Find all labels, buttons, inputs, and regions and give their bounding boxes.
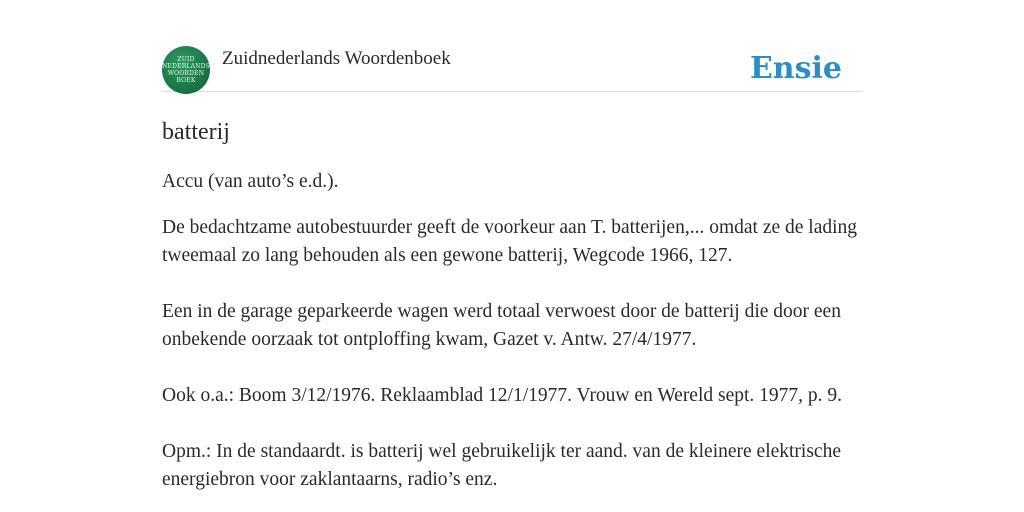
entry-card [162, 45, 862, 494]
citation-paragraph: De bedachtzame autobestuurder geeft de voorkeur aan T. batterijen,... omdat ze de lading tweemaal zo lang behouden als een gewone batterij, Wegcode 1966, 127. [162, 217, 858, 266]
references-paragraph: Ook o.a.: Boom 3/12/1976. Reklaamblad 12/1/1977. Vrouw en Wereld sept. 1977, p. 9. [162, 385, 843, 406]
brand-logo[interactable]: Ensie [749, 51, 842, 86]
logo-line: WOORDEN [167, 70, 205, 77]
header [162, 45, 862, 92]
site-name[interactable]: Zuidnederlands Woordenboek [222, 48, 451, 69]
logo-line: NEDERLANDS [162, 63, 210, 70]
entry-title: batterij [162, 119, 230, 145]
logo-line: ZUID [177, 56, 195, 63]
dictionary-logo[interactable] [162, 46, 210, 94]
remark-paragraph: Opm.: In de standaardt. is batterij wel gebruikelijk ter aand. van de kleinere elektrische energiebron voor zaklantaarns, radio’s enz. [162, 441, 841, 490]
logo-line: BOEK [176, 77, 196, 84]
citation-paragraph: Een in de garage geparkeerde wagen werd totaal verwoest door de batterij die door een onbekende oorzaak tot ontploffing kwam, Gazet v. Antw. 27/4/1977. [162, 301, 841, 350]
entry-definition: Accu (van auto’s e.d.). [162, 171, 339, 192]
